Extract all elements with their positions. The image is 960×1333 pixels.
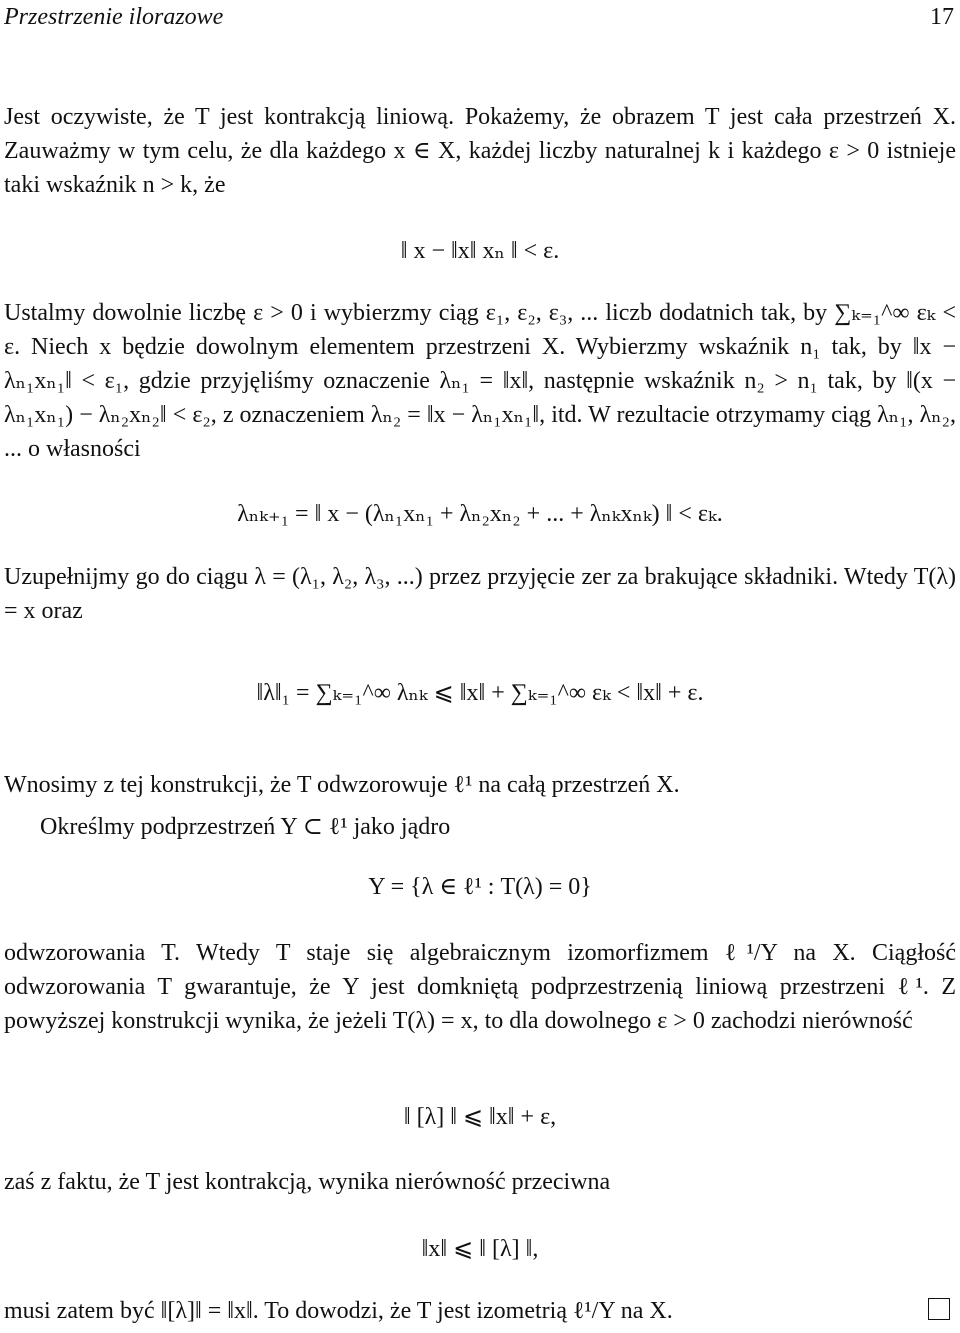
paragraph-3: Uzupełnijmy go do ciągu λ = (λ₁, λ₂, λ₃, ...) przez przyjęcie zer za brakujące składniki. Wtedy T(λ) = x oraz [4,564,956,624]
paragraph-1: Jest oczywiste, że T jest kontrakcją liniową. Pokażemy, że obrazem T jest cała przestrzeń X. Zauważmy w tym celu, że dla każdego x ∈ X, każdej liczby naturalnej k i każdego ε > 0 istnieje taki wskaźnik n > k, że [4,104,956,198]
running-header [4,0,954,34]
paragraph-2: Ustalmy dowolnie liczbę ε > 0 i wybierzmy ciąg ε₁, ε₂, ε₃, ... liczb dodatnich tak, by ∑ₖ₌₁^∞ εₖ < ε. Niech x będzie dowolnym elementem przestrzeni X. Wybierzmy wskaźnik n₁ tak, by ‖x − λₙ₁xₙ₁‖ < ε₁, gdzie przyjęliśmy oznaczenie λₙ₁ = ‖x‖, następnie wskaźnik n₂ > n₁ tak, by ‖(x − λₙ₁xₙ₁) − λₙ₂xₙ₂‖ < ε₂, z oznaczeniem λₙ₂ = ‖x − λₙ₁xₙ₁‖, itd. W rezultacie otrzymamy ciąg λₙ₁, λₙ₂, ... o własności [4,300,956,462]
equation-3: ‖λ‖₁ = ∑ₖ₌₁^∞ λₙₖ ⩽ ‖x‖ + ∑ₖ₌₁^∞ εₖ < ‖x‖ + ε. [256,680,704,706]
running-title: Przestrzenie ilorazowe [4,4,224,30]
end-of-proof-square [928,1298,950,1320]
paragraph-4: Wnosimy z tej konstrukcji, że T odwzorowuje ℓ¹ na całą przestrzeń X. [4,772,680,798]
paragraph-6: odwzorowania T. Wtedy T staje się algebraicznym izomorfizmem ℓ¹/Y na X. Ciągłość odwzorowania T gwarantuje, że Y jest domkniętą podprzestrzenią liniową przestrzeni ℓ¹. Z powyższej konstrukcji wynika, że jeżeli T(λ) = x, to dla dowolnego ε > 0 zachodzi nierówność [4,940,956,1034]
page-number: 17 [930,4,954,30]
paragraph-5: Określmy podprzestrzeń Y ⊂ ℓ¹ jako jądro [40,814,451,840]
paragraph-7: zaś z faktu, że T jest kontrakcją, wynika nierówność przeciwna [4,1169,611,1195]
equation-5: ‖ [λ] ‖ ⩽ ‖x‖ + ε, [403,1104,557,1130]
paragraph-8: musi zatem być ‖[λ]‖ = ‖x‖. To dowodzi, że T jest izometrią ℓ¹/Y na X. [4,1298,673,1324]
equation-4: Y = {λ ∈ ℓ¹ : T(λ) = 0} [368,874,592,900]
equation-2: λₙₖ₊₁ = ‖ x − (λₙ₁xₙ₁ + λₙ₂xₙ₂ + ... + λₙₖxₙₖ) ‖ < εₖ. [237,501,723,527]
equation-1: ‖ x − ‖x‖ xₙ ‖ < ε. [400,238,560,264]
equation-6: ‖x‖ ⩽ ‖ [λ] ‖, [421,1236,539,1262]
